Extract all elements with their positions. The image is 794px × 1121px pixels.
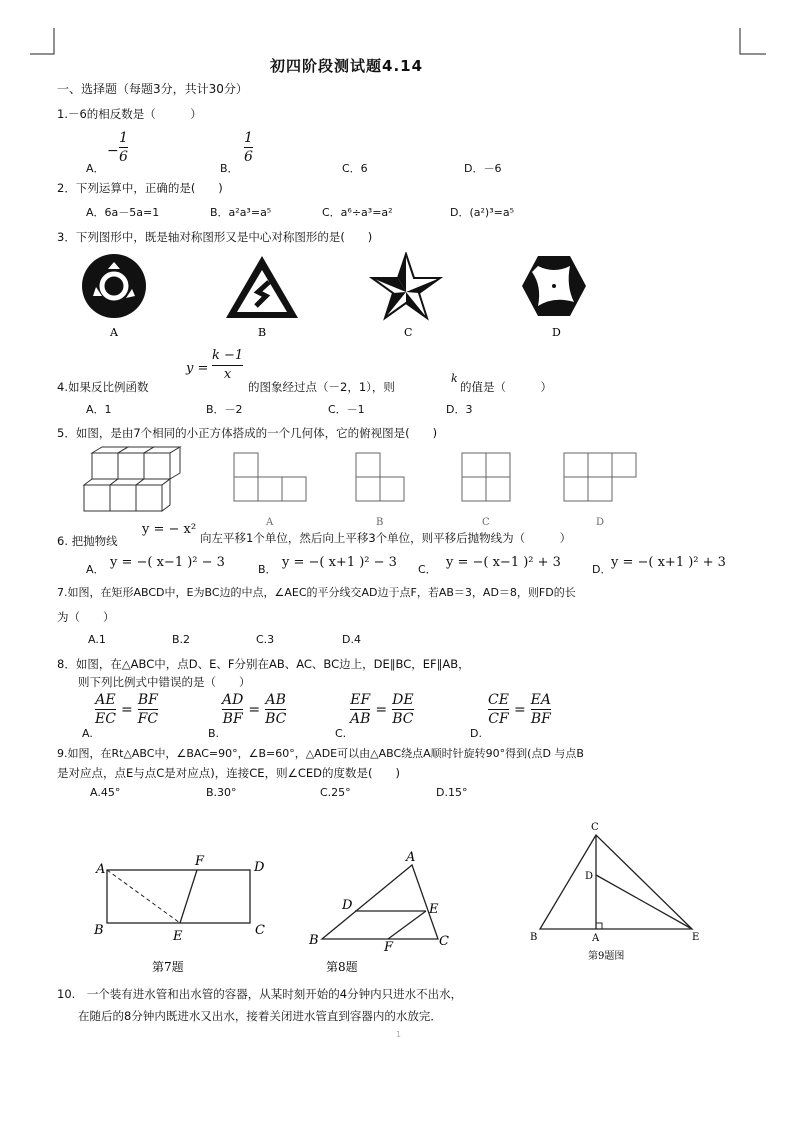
q4-var-k: k [451,372,458,385]
q8-d-n1: CE [488,692,509,708]
q6-option-c-label: C． [418,563,437,576]
q8-d-d1: CF [488,711,509,727]
q1-option-a-label: A． [86,162,105,175]
q8-a-n1: AE [95,692,116,708]
section-heading: 一、选择题（每题3分，共计30分） [57,82,248,96]
q6-stem-a: 6. 把抛物线 [57,534,118,548]
q1-option-a-fraction [119,130,128,165]
fig9-label-a: A [592,933,600,944]
q5-view-d [564,453,636,501]
fig9-label-d: D [585,871,594,882]
q4-option-c: C．－1 [328,403,365,416]
q6-curve: y = − x² [142,522,197,537]
page-title: 初四阶段测试题4.14 [270,57,424,75]
q1-b-numerator: 1 [244,130,253,146]
q8-option-a [95,692,158,727]
q3-label-d: D [552,326,561,339]
q8-c-n2: DE [392,692,414,708]
q4-option-a: A．1 [86,403,112,416]
fig8-label-c: C [439,934,449,949]
q8-b-equals: = [248,701,261,718]
q1-a-denominator: 6 [119,149,128,165]
q8-stem-1: 8．如图，在△ABC中，点D、E、F分别在AB、AC、BC边上，DE∥BC，EF∥AB， [57,657,470,671]
q1-option-d: D．－6 [464,162,502,175]
q1-option-a-sign: − [107,143,119,159]
fig7-label-e: E [173,929,183,944]
fig7-label-b: B [94,923,104,938]
q8-a-d2: FC [137,711,159,727]
q8-c-equals: = [375,701,388,718]
q6-option-b: y = −( x+1 )² − 3 [282,555,397,570]
q7-option-a: A.1 [88,633,106,646]
q8-d-equals: = [513,701,526,718]
q7-option-c: C.3 [256,633,275,646]
fig9-caption: 第9题图 [588,951,625,962]
fig8-label-d: D [342,898,353,913]
roundabout-sign-icon [82,254,146,318]
q3-stem: 3．下列图形中，既是轴对称图形又是中心对称图形的是( ) [57,230,373,244]
q9-option-b: B.30° [206,786,237,799]
q1-stem: 1.－6的相反数是（ ） [57,107,202,121]
q2-option-b: B．a²a³=a⁵ [210,206,272,219]
star-icon [372,254,440,318]
q8-d-d2: BF [530,711,551,727]
q7-stem-2: 为（ ） [57,610,115,624]
q5-label-c: C [482,517,490,528]
q4-option-b: B．－2 [206,403,243,416]
q6-option-c: y = −( x−1 )² + 3 [446,555,561,570]
figure-9 [530,822,699,962]
q7-option-b: B.2 [172,633,191,646]
q1-option-c: C．6 [342,162,368,175]
q8-b-n1: AD [222,692,244,708]
q8-c-n1: EF [350,692,371,708]
q3-figures [80,252,600,342]
fig7-label-d: D [254,860,265,875]
q4-func-numerator: k −1 [212,348,244,363]
q5-label-d: D [596,517,605,528]
fig8-label-f: F [384,940,394,955]
fig8-label-e: E [429,902,439,917]
q5-view-a [234,453,306,501]
q9-option-a: A.45° [90,786,121,799]
fig9-label-b: B [530,932,538,943]
q8-option-c-label: C. [335,727,347,740]
fig7-label-c: C [255,923,265,938]
fig7-label-a: A [96,862,106,877]
q4-function-fraction [212,348,243,383]
q3-label-a: A [110,326,118,339]
fig9-label-e: E [692,932,700,943]
cube-solid [84,447,180,511]
q8-b-d1: BF [222,711,243,727]
hexagon-umbrella-icon [522,256,586,316]
fig8-caption: 第8题 [326,960,358,974]
q8-a-equals: = [120,701,133,718]
q8-c-d2: BC [392,711,414,727]
q8-option-d [488,692,551,727]
q8-b-d2: BC [265,711,287,727]
q2-stem: 2．下列运算中，正确的是( ) [57,181,223,195]
q1-option-b-label: B． [220,162,239,175]
q4-func-denominator: x [223,367,232,382]
q9-option-d: D.15° [436,786,468,799]
q5-stem: 5．如图，是由7个相同的小正方体搭成的一个几何体，它的俯视图是( ) [57,426,438,440]
q3-label-b: B [258,326,267,339]
q3-label-c: C [404,326,413,339]
q6-option-b-label: B． [258,563,277,576]
q4-stem: 4.如果反比例函数 [57,380,149,394]
fig7-caption: 第7题 [152,960,184,974]
q8-option-b [222,692,286,727]
q6-option-a-label: A． [86,563,105,576]
q8-option-b-label: B. [208,727,220,740]
q5-label-a: A [266,517,274,528]
q8-b-n2: AB [265,692,286,708]
q5-figures [80,445,650,530]
q4-func-y: y = [186,361,209,376]
q8-d-n2: EA [530,692,552,708]
q9-stem-2: 是对应点，点E与点C是对应点)，连接CE，则∠CED的度数是( ) [57,766,401,780]
q2-option-a: A．6a－5a=1 [86,206,160,219]
warning-triangle-icon [226,256,298,318]
q5-view-c [462,453,510,501]
figure-7 [93,854,265,974]
figure-8 [308,850,449,974]
q4-stem-2: 的图象经过点（－2，1），则 [248,380,395,394]
q2-option-d: D．(a²)³=a⁵ [450,206,514,219]
q6-option-d: y = −( x+1 )² + 3 [611,555,726,570]
page-number: 1 [396,1030,402,1039]
q6-option-d-label: D． [592,563,612,576]
fig8-label-b: B [309,933,319,948]
q4-option-d: D．3 [446,403,473,416]
geometry-figures [0,815,794,980]
q8-option-a-label: A. [82,727,93,740]
q8-option-d-label: D. [470,727,482,740]
q10-stem-2: 在随后的8分钟内既进水又出水，接着关闭进水管直到容器内的水放完． [78,1009,442,1023]
q2-option-c: C．a⁶÷a³=a² [322,206,393,219]
q10-stem-1: 10. 一个装有进水管和出水管的容器，从某时刻开始的4分钟内只进水不出水， [57,987,463,1001]
q7-stem-1: 7.如图，在矩形ABCD中，E为BC边的中点，∠AEC的平分线交AD边于点F，若AB＝3，AD＝8，则FD的长 [57,586,576,599]
q8-a-d1: EC [95,711,116,727]
fig8-label-a: A [406,850,416,865]
q4-stem-3: 的值是（ ） [460,380,552,394]
q9-option-c: C.25° [320,786,351,799]
q1-b-denominator: 6 [244,149,253,165]
q8-c-d1: AB [350,711,371,727]
q1-option-b-fraction [244,130,253,165]
q5-label-b: B [376,517,384,528]
q1-a-numerator: 1 [119,130,128,146]
q8-stem-2: 则下列比例式中错误的是（ ） [78,675,251,689]
q6-option-a: y = −( x−1 )² − 3 [110,555,225,570]
q7-option-d: D.4 [342,633,361,646]
q6-stem-b: 向左平移1个单位，然后向上平移3个单位，则平移后抛物线为（ ） [200,531,572,545]
q9-stem-1: 9.如图，在Rt△ABC中，∠BAC=90°，∠B=60°，△ADE可以由△ABC绕点A顺时针旋转90°得到(点D 与点B [57,747,584,760]
fig7-label-f: F [195,854,205,869]
fig9-label-c: C [591,822,599,833]
q8-option-c [350,692,414,727]
q5-view-b [356,453,404,501]
q8-a-n2: BF [137,692,158,708]
